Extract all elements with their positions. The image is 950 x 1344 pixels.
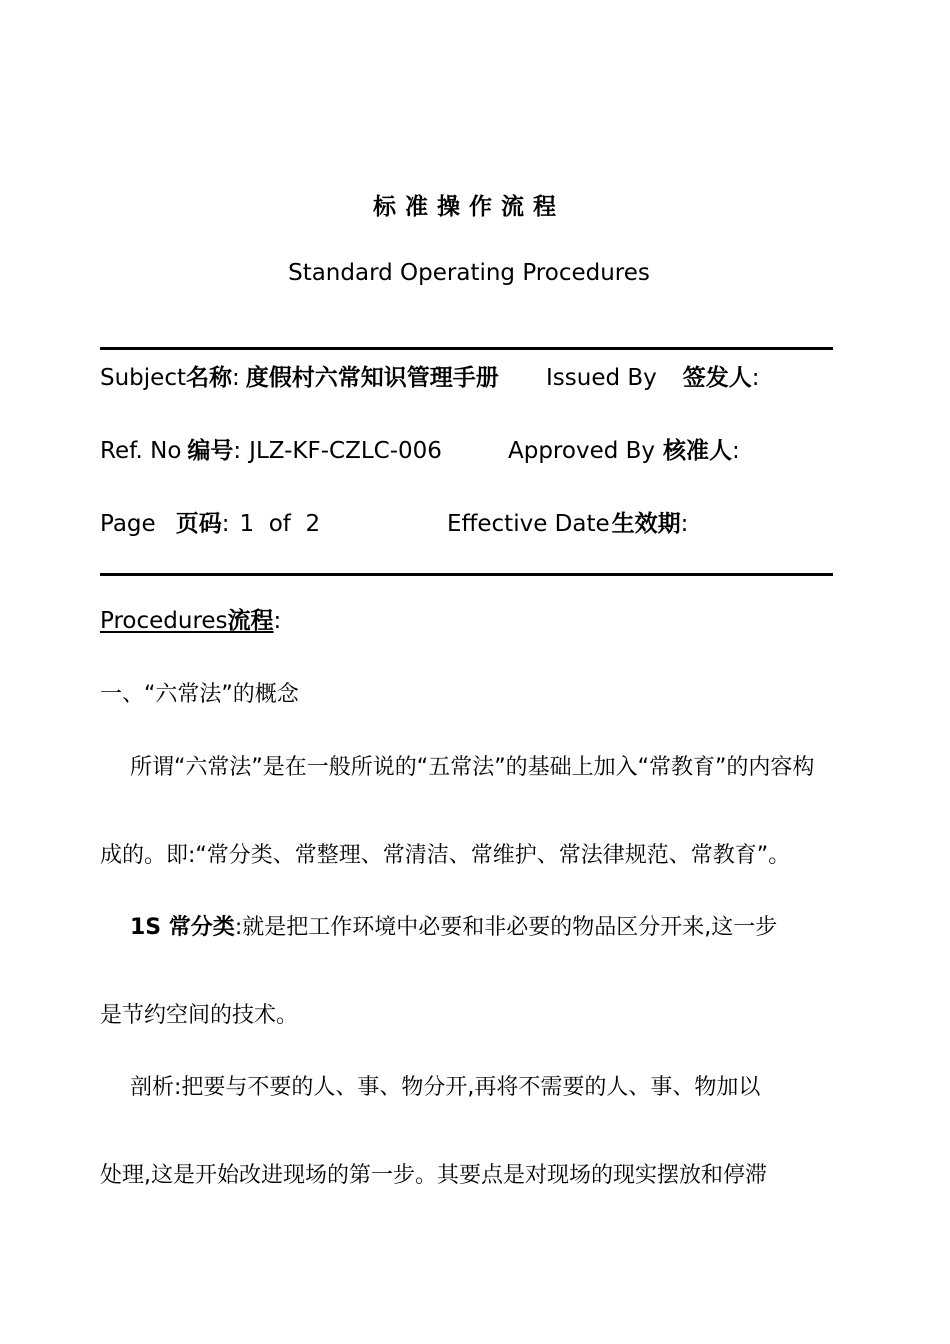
ref-colon: : <box>233 438 242 464</box>
section-title: 一、“六常法”的概念 <box>100 682 299 707</box>
header-bottom-rule <box>100 573 833 576</box>
effective-label-cn: 生效期 <box>611 511 681 537</box>
subject-colon: : <box>231 365 240 391</box>
issued-colon: : <box>751 365 760 391</box>
subject-label: Subject <box>100 365 186 391</box>
procedures-heading <box>100 602 281 635</box>
approved-label: Approved By <box>508 438 656 464</box>
effective-date-field <box>447 505 688 538</box>
ref-no-field <box>100 432 442 465</box>
subject-label-cn: 名称 <box>185 365 232 391</box>
1s-text: :就是把工作环境中必要和非必要的物品区分开来,这一步 <box>234 915 778 940</box>
document-title-cn: 标准操作流程 <box>373 194 565 220</box>
effective-colon: : <box>680 511 689 537</box>
document-title-en: Standard Operating Procedures <box>288 260 650 286</box>
paragraph-2-line-1 <box>130 910 777 941</box>
procedures-heading-colon: : <box>273 608 282 634</box>
1s-label: 1S 常分类 <box>130 915 235 940</box>
issued-label: Issued By <box>546 365 657 391</box>
effective-label: Effective Date <box>447 511 610 537</box>
approved-by-field <box>508 432 740 465</box>
page-field <box>100 505 320 538</box>
procedures-heading-en: Procedures <box>100 608 228 634</box>
subject-field <box>100 359 499 392</box>
page-colon: : <box>221 511 230 537</box>
page-value: 1 of 2 <box>239 511 321 537</box>
paragraph-3-line-2: 处理,这是开始改进现场的第一步。其要点是对现场的现实摆放和停滞 <box>100 1163 767 1188</box>
page-label: Page <box>100 511 156 537</box>
approved-colon: : <box>732 438 740 464</box>
subject-value: 度假村六常知识管理手册 <box>245 365 499 391</box>
ref-label-cn: 编号 <box>187 438 234 464</box>
issued-label-cn: 签发人 <box>682 365 752 391</box>
issued-by-field <box>546 359 760 392</box>
procedures-heading-cn: 流程 <box>227 608 274 634</box>
paragraph-3-line-1: 剖析:把要与不要的人、事、物分开,再将不需要的人、事、物加以 <box>130 1075 761 1100</box>
page-label-cn: 页码 <box>175 511 222 537</box>
paragraph-1-line-2: 成的。即:“常分类、常整理、常清洁、常维护、常法律规范、常教育”。 <box>100 843 791 868</box>
ref-value: JLZ-KF-CZLC-006 <box>249 438 442 464</box>
ref-label: Ref. No <box>100 438 182 464</box>
approved-label-cn: 核准人 <box>663 438 733 464</box>
paragraph-1-line-1: 所谓“六常法”是在一般所说的“五常法”的基础上加入“常教育”的内容构 <box>130 755 815 780</box>
header-top-rule <box>100 347 833 350</box>
paragraph-2-line-2: 是节约空间的技术。 <box>100 1003 299 1028</box>
